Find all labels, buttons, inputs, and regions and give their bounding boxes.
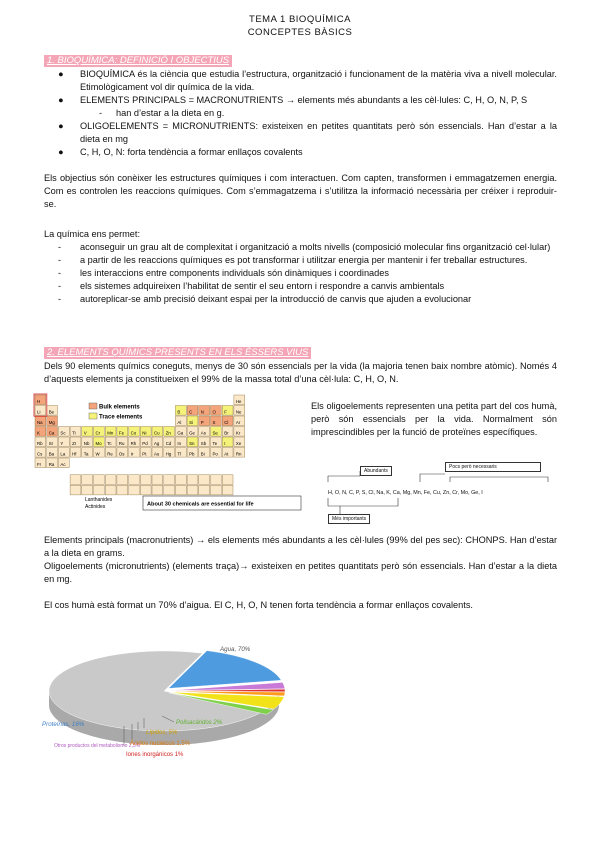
element-symbol: V bbox=[83, 430, 87, 436]
section2-heading: 2. ELEMENTS QUÍMICS PRESENTS EN ELS ÉSSERS VIUS bbox=[44, 347, 311, 359]
element-symbol: Au bbox=[154, 451, 160, 457]
element-symbol: I bbox=[224, 441, 226, 446]
element-symbol: At bbox=[224, 451, 229, 457]
element-symbol: Nb bbox=[83, 441, 90, 446]
element-symbol: Kr bbox=[235, 430, 241, 436]
list-item: ● OLIGOELEMENTS = MICRONUTRIENTS: existeixen en petites quantitats però són essencials. Han d’estar a la dieta en mg bbox=[58, 121, 557, 144]
element-symbol: Co bbox=[130, 430, 137, 436]
label-iones: Iones inorgánicos 1% bbox=[126, 752, 184, 758]
element-symbol: Rn bbox=[235, 451, 242, 457]
element-symbol: Po bbox=[212, 451, 218, 457]
objectives-text: Els objectius són conèixer les estructures químiques i com interactuen. Com capten, transformen i emmagatzemen energia. Com es controlen les reaccions químiques. Com s’emmagatzema i s’utilitza la informació necessària per créixer i reproduir-se. bbox=[44, 173, 557, 209]
element-cell bbox=[222, 475, 233, 485]
element-symbol: Cs bbox=[37, 451, 43, 457]
element-symbol: He bbox=[235, 399, 242, 404]
element-symbol: W bbox=[95, 451, 100, 457]
element-symbol: B bbox=[177, 409, 181, 415]
element-symbol: La bbox=[60, 451, 66, 457]
element-symbol: As bbox=[200, 430, 206, 436]
legend-bulk-label: Bulk elements bbox=[99, 404, 140, 411]
element-symbol: Fe bbox=[118, 430, 125, 436]
legend-trace-label: Trace elements bbox=[99, 414, 143, 421]
periodic-table-figure bbox=[33, 393, 304, 522]
element-symbol: Li bbox=[37, 409, 41, 415]
element-cell bbox=[152, 485, 163, 495]
element-symbol: Zr bbox=[72, 441, 77, 446]
list-item: ● C, H, O, N: forta tendència a formar enllaços covalents bbox=[58, 147, 303, 157]
element-cell bbox=[175, 485, 186, 495]
element-symbol: N bbox=[200, 409, 204, 415]
element-cell bbox=[105, 485, 116, 495]
element-symbol: Ga bbox=[177, 430, 184, 436]
label-otros: Otros productos del metabolismo 2,5% bbox=[54, 743, 141, 749]
lanthanides-label: Lanthanides bbox=[85, 497, 113, 503]
element-symbol: Al bbox=[177, 420, 182, 425]
list-item: - a partir de les reaccions químiques es pot transformar i utilitzar energia per mantenir i fer treballar estructures. bbox=[58, 255, 528, 265]
element-symbol: Ca bbox=[48, 430, 55, 436]
element-symbol: Ag bbox=[154, 441, 160, 446]
page-subtitle: CONCEPTES BÀSICS bbox=[247, 27, 353, 38]
oligo-text: Els oligoelements representen una petita part del cos humà, però són essencials per la vida. Normalment són imprescindibles per la funció de proteïnes específiques. bbox=[311, 401, 557, 437]
element-cell bbox=[152, 475, 163, 485]
element-cell bbox=[199, 485, 210, 495]
legend-trace-swatch bbox=[89, 413, 97, 419]
element-symbol: Mo bbox=[95, 441, 102, 446]
element-symbol: Ir bbox=[130, 451, 134, 457]
label-polisacaridos: Polisacáridos 2% bbox=[176, 720, 223, 726]
element-symbol: Hf bbox=[72, 451, 77, 457]
element-symbol: Te bbox=[212, 441, 218, 446]
element-symbol: In bbox=[177, 441, 182, 446]
element-symbol: Rh bbox=[130, 441, 137, 446]
element-cell bbox=[117, 475, 128, 485]
list-item: - les interaccions entre components individuals són dinàmiques i coordinades bbox=[58, 268, 389, 278]
element-symbol: Ar bbox=[235, 420, 241, 425]
permet-title: La química ens permet: bbox=[44, 229, 141, 239]
element-cell bbox=[129, 475, 140, 485]
element-symbol: Ti bbox=[72, 430, 76, 436]
element-cell bbox=[70, 475, 81, 485]
element-symbol: Cr bbox=[95, 430, 101, 436]
element-symbol: Bi bbox=[200, 451, 205, 457]
element-symbol: F bbox=[224, 409, 227, 415]
section1-heading: 1. BIOQUÍMICA: DEFINICIÓ I OBJECTIUS bbox=[44, 55, 232, 67]
element-symbol: Mg bbox=[48, 420, 55, 425]
element-cell bbox=[105, 475, 116, 485]
element-symbol: Pt bbox=[142, 451, 147, 457]
element-symbol: Sn bbox=[189, 441, 195, 446]
element-symbol: Ra bbox=[48, 462, 55, 467]
element-symbol: Rb bbox=[37, 441, 43, 446]
element-symbol: Tc bbox=[107, 441, 112, 446]
element-symbol: Ba bbox=[48, 451, 55, 457]
element-cell bbox=[211, 485, 222, 495]
element-symbol: O bbox=[212, 409, 216, 415]
element-symbol: Se bbox=[212, 430, 218, 436]
element-cell bbox=[187, 485, 198, 495]
element-symbol: Tl bbox=[177, 451, 182, 457]
element-cell bbox=[199, 475, 210, 485]
element-symbol: Cu bbox=[154, 430, 160, 436]
micro-text: Oligoelements (micronutrients) (elements traça)→ existeixen en petites quantitats però són essencials. Han d’estar a la dieta en mg. bbox=[44, 561, 557, 584]
element-symbol: Ru bbox=[118, 441, 125, 446]
label-proteinas: Proteínas, 16% bbox=[42, 721, 85, 728]
element-symbol: Zn bbox=[165, 430, 171, 436]
water-text: El cos humà està format un 70% d’aigua. El C, H, O, N tenen forta tendència a formar enllaços covalents. bbox=[44, 600, 473, 610]
abundants-box: Abundants bbox=[360, 466, 392, 476]
element-symbol: Ge bbox=[189, 430, 195, 436]
label-lipidos: Lípidos, 5% bbox=[146, 730, 178, 736]
section1-bullets bbox=[0, 68, 600, 159]
element-symbol: Fr bbox=[37, 462, 42, 467]
element-cell bbox=[117, 485, 128, 495]
element-symbol: Ni bbox=[142, 430, 147, 436]
macro-text: Elements principals (macronutrients) → els elements més abundants a les cèl·lules (99% del pes sec): CHONPS. Han d’estar a la dieta en grams. bbox=[44, 535, 557, 558]
element-cell bbox=[164, 485, 175, 495]
element-symbol: Be bbox=[48, 409, 55, 415]
element-symbol: Re bbox=[107, 451, 113, 457]
section2-intro: Dels 90 elements químics coneguts, menys de 30 són essencials per la vida (la majoria tenen baix nombre atòmic). Només 4 d’aquests elements ja constitueixen el 99% de la massa total d’una cèl·lula: C, H, O, N. bbox=[44, 361, 557, 384]
element-cell bbox=[129, 485, 140, 495]
diagram-brackets bbox=[320, 462, 560, 534]
list-item: - els sistemes adquireixen l’habilitat de sentir el seu entorn i respondre a canvis ambientals bbox=[58, 281, 445, 291]
molt-box: Més importants bbox=[328, 514, 370, 524]
element-symbol: P bbox=[200, 420, 204, 425]
element-symbol: Si bbox=[189, 420, 194, 425]
element-symbol: Sr bbox=[48, 441, 54, 446]
element-symbol: Hg bbox=[165, 451, 172, 457]
elements-diagram bbox=[320, 462, 560, 534]
page-title: TEMA 1 BIOQUÍMICA bbox=[249, 14, 351, 25]
element-cell bbox=[140, 475, 151, 485]
legend-bulk-swatch bbox=[89, 403, 97, 409]
element-cell bbox=[94, 485, 105, 495]
element-cell bbox=[70, 485, 81, 495]
element-cell bbox=[222, 485, 233, 495]
element-symbol: H bbox=[37, 399, 41, 404]
element-symbol: Cd bbox=[165, 441, 172, 446]
element-cell bbox=[175, 475, 186, 485]
element-symbol: K bbox=[37, 430, 40, 436]
element-symbol: Pb bbox=[189, 451, 195, 457]
list-item: ● ELEMENTS PRINCIPALS = MACRONUTRIENTS → elements més abundants a les cèl·lules: C, H, O, N, P, S bbox=[58, 95, 528, 105]
diagram-elements: H, O, N, C, P, S, Cl, Na, K, Ca, Mg, Mn, Fe, Cu, Zn, Cr, Mo, Ge, I bbox=[328, 490, 483, 496]
permet-list bbox=[0, 241, 600, 306]
element-symbol: Br bbox=[224, 430, 229, 436]
element-symbol: Na bbox=[37, 420, 43, 425]
list-item: - han d’estar a la dieta en g. bbox=[99, 108, 225, 118]
body-composition-pie bbox=[34, 636, 324, 786]
list-item: - aconseguir un grau alt de complexitat i organització a molts nivells (composició molecular fins organització cel·lular) bbox=[58, 242, 551, 252]
element-symbol: Ne bbox=[235, 409, 242, 415]
element-symbol: S bbox=[212, 420, 216, 425]
list-item: - autoreplicar-se amb precisió deixant espai per la introducció de canvis que ajuden a evolucionar bbox=[58, 294, 472, 304]
element-cell bbox=[187, 475, 198, 485]
element-symbol: Os bbox=[118, 451, 125, 457]
element-symbol: Ac bbox=[60, 462, 66, 467]
element-cell bbox=[140, 485, 151, 495]
element-symbol: Pd bbox=[142, 441, 148, 446]
label-acidos: Ácidos nucleicos 1,5% bbox=[130, 741, 191, 747]
element-symbol: C bbox=[189, 409, 193, 415]
element-cell bbox=[82, 485, 93, 495]
element-symbol: Y bbox=[60, 441, 64, 446]
element-symbol: Cl bbox=[224, 420, 229, 425]
element-cell bbox=[211, 475, 222, 485]
element-cell bbox=[82, 475, 93, 485]
petits-box: Pocs però necessaris bbox=[445, 462, 541, 472]
element-cell bbox=[94, 475, 105, 485]
element-symbol: Sc bbox=[60, 430, 66, 436]
element-symbol: Mn bbox=[107, 430, 114, 436]
list-item: ● BIOQUÍMICA és la ciència que estudia l’estructura, organització i funcionament de la matèria viva a nivell molecular. Etimològicament vol dir química de la vida. bbox=[58, 69, 557, 92]
element-symbol: Ta bbox=[83, 451, 89, 457]
element-cell bbox=[164, 475, 175, 485]
actinides-label: Actinides bbox=[85, 504, 106, 510]
label-agua: Agua, 70% bbox=[220, 646, 251, 653]
element-symbol: Sb bbox=[200, 441, 207, 446]
element-symbol: Xe bbox=[235, 441, 242, 446]
note-text: About 30 chemicals are essential for life bbox=[147, 501, 254, 508]
